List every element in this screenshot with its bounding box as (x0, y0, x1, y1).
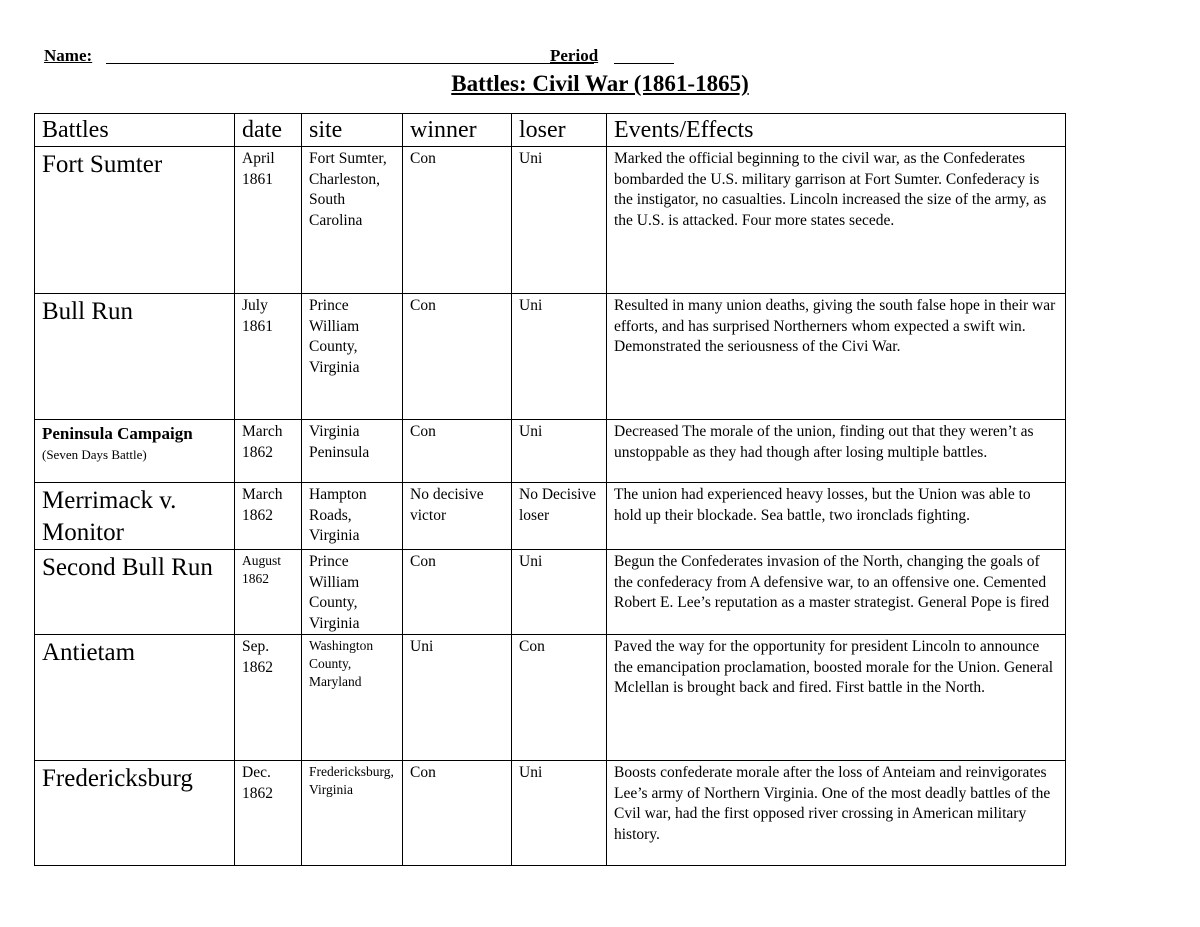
battle-winner: Con (403, 420, 512, 483)
battle-winner: Con (403, 294, 512, 420)
battle-date: April 1861 (235, 147, 302, 294)
column-header-events-effects: Events/Effects (607, 114, 1066, 147)
battle-effects: Marked the official beginning to the civil war, as the Confederates bombarded the U.S. military garrison at Fort Sumter. Confederacy is the instigator, no casualties. Lincoln increased the size of the army, as the U.S. is attacked. Four more states secede. (607, 147, 1066, 294)
battle-loser: Uni (512, 294, 607, 420)
battle-name: Merrimack v. Monitor (35, 483, 235, 550)
battle-date: Sep. 1862 (235, 635, 302, 761)
battle-winner: Con (403, 550, 512, 635)
column-header-date: date (235, 114, 302, 147)
battle-site: Washington County, Maryland (302, 635, 403, 761)
battle-name: Peninsula Campaign (42, 424, 193, 443)
period-label: Period (550, 46, 599, 65)
battle-winner: No decisive victor (403, 483, 512, 550)
battles-table (34, 113, 1066, 866)
battle-winner: Con (403, 761, 512, 866)
battle-loser: Uni (512, 420, 607, 483)
battle-subtitle: (Seven Days Battle) (42, 447, 147, 462)
column-header-site: site (302, 114, 403, 147)
battle-loser: Uni (512, 550, 607, 635)
battle-date: August 1862 (235, 550, 302, 635)
battle-winner: Con (403, 147, 512, 294)
battle-loser: Con (512, 635, 607, 761)
battle-date: March 1862 (235, 483, 302, 550)
battle-name: Fort Sumter (35, 147, 235, 294)
table-row (35, 147, 1066, 294)
battle-winner: Uni (403, 635, 512, 761)
table-header-row (35, 114, 1066, 147)
battle-effects: Begun the Confederates invasion of the North, changing the goals of the confederacy from A defensive war, to an offensive one. Cemented Robert E. Lee’s reputation as a master strategist. General Pope is fired (607, 550, 1066, 635)
name-blank-line (106, 63, 594, 64)
name-period-line (44, 46, 684, 68)
battle-date: July 1861 (235, 294, 302, 420)
battle-name: Bull Run (35, 294, 235, 420)
battle-name: Fredericksburg (35, 761, 235, 866)
battle-loser: No Decisive loser (512, 483, 607, 550)
battle-name: Antietam (35, 635, 235, 761)
document-title: Battles: Civil War (1861-1865) (451, 71, 749, 96)
name-label: Name: (44, 46, 93, 65)
battle-effects: Decreased The morale of the union, finding out that they weren’t as unstoppable as they had though after losing multiple battles. (607, 420, 1066, 483)
battle-date: March 1862 (235, 420, 302, 483)
battle-name-cell (35, 420, 235, 483)
table-row (35, 420, 1066, 483)
battle-site: Prince William County, Virginia (302, 550, 403, 635)
battle-site: Prince William County, Virginia (302, 294, 403, 420)
table-row (35, 483, 1066, 550)
battle-site: Virginia Peninsula (302, 420, 403, 483)
battle-site: Hampton Roads, Virginia (302, 483, 403, 550)
battle-loser: Uni (512, 761, 607, 866)
column-header-battles: Battles (35, 114, 235, 147)
column-header-loser: loser (512, 114, 607, 147)
column-header-winner: winner (403, 114, 512, 147)
battle-date: Dec. 1862 (235, 761, 302, 866)
battle-effects: Paved the way for the opportunity for president Lincoln to announce the emancipation proclamation, boosted morale for the Union. General Mclellan is brought back and fired. First battle in the North. (607, 635, 1066, 761)
battle-effects: Boosts confederate morale after the loss of Anteiam and reinvigorates Lee’s army of Northern Virginia. One of the most deadly battles of the Cvil war, had the first opposed river crossing in American military history. (607, 761, 1066, 866)
table-row (35, 550, 1066, 635)
battle-name: Second Bull Run (35, 550, 235, 635)
battle-loser: Uni (512, 147, 607, 294)
battle-effects: Resulted in many union deaths, giving the south false hope in their war efforts, and has surprised Northerners whom expected a swift win. Demonstrated the seriousness of the Civi War. (607, 294, 1066, 420)
period-blank-line (614, 63, 674, 64)
table-row (35, 761, 1066, 866)
table-row (35, 635, 1066, 761)
battle-site: Fort Sumter, Charleston, South Carolina (302, 147, 403, 294)
battle-effects: The union had experienced heavy losses, but the Union was able to hold up their blockade. Sea battle, two ironclads fighting. (607, 483, 1066, 550)
table-row (35, 294, 1066, 420)
battle-site: Fredericksburg, Virginia (302, 761, 403, 866)
